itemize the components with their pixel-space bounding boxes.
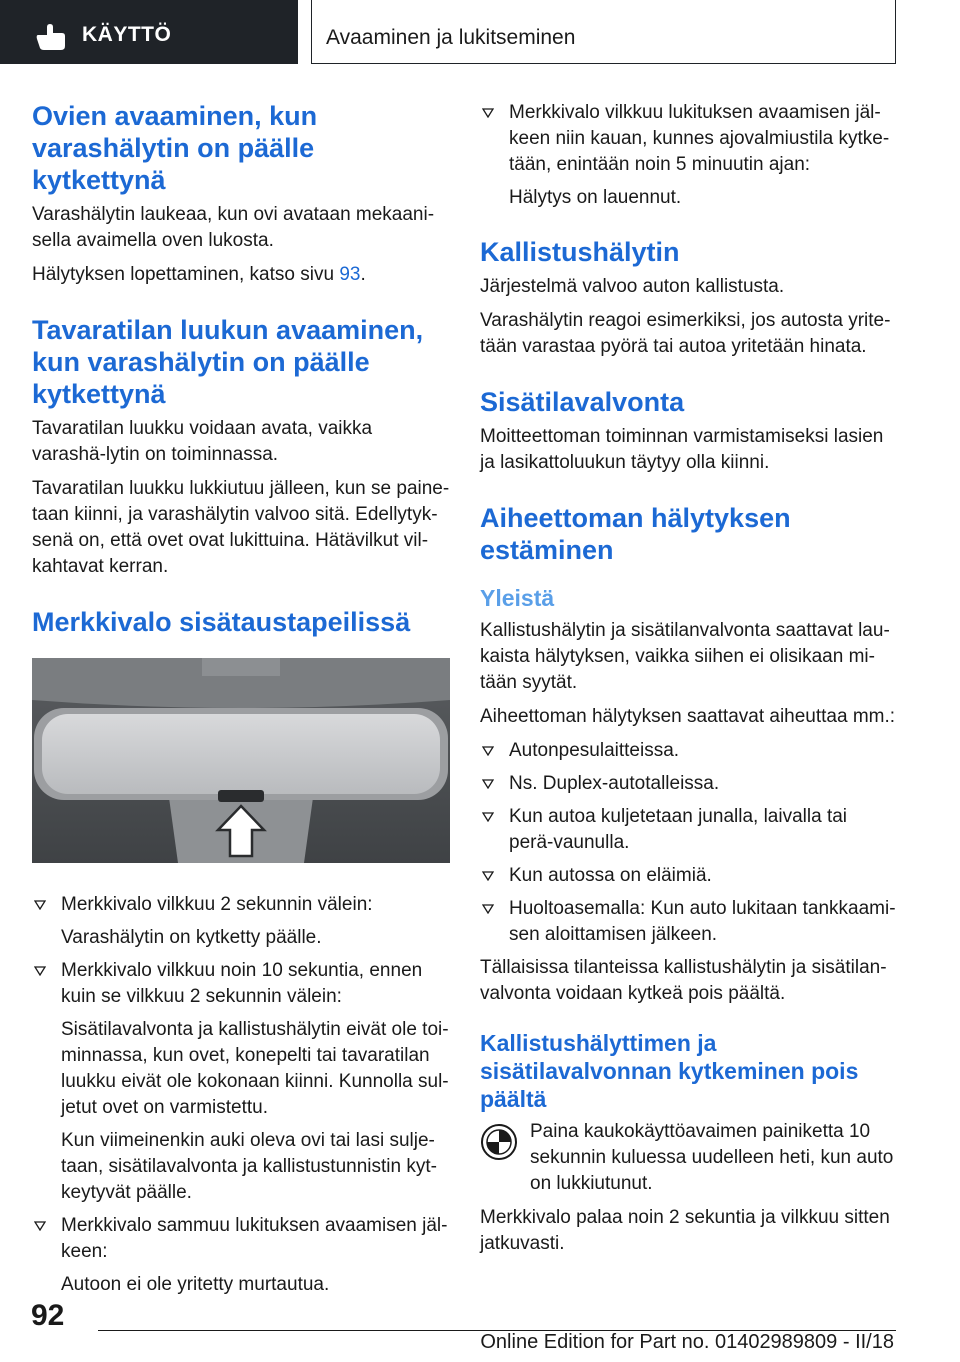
paragraph: Varashälytin reagoi esimerkiksi, jos autosta yrite-tään varastaa pyörä tai autoa yritetään hinata. [480, 310, 891, 357]
list-item [32, 1213, 450, 1265]
triangle-bullet-icon [482, 904, 494, 914]
list-item-sub: Varashälytin on kytketty päälle. [61, 927, 322, 948]
triangle-bullet-icon [482, 871, 494, 881]
list-item-text: Merkkivalo vilkkuu lukituksen avaamisen jäl-keen niin kauan, kunnes ajovalmiustila kytke-tään, enintään noin 5 minuutin ajan: [509, 102, 890, 175]
heading-doors-opening: Ovien avaaminen, kun varashälytin on päälle kytkettynä [32, 101, 318, 195]
key-instruction-text: Paina kaukokäyttöavaimen painiketta 10 sekunnin kuluessa uudelleen heti, kun auto on lukkiutunut. [530, 1121, 894, 1194]
paragraph: Aiheettoman hälytyksen saattavat aiheuttaa mm.: [480, 706, 896, 727]
triangle-bullet-icon [482, 779, 494, 789]
list-item-text: Autonpesulaitteissa. [509, 740, 680, 761]
heading-false-alarm: Aiheettoman hälytyksen estäminen [480, 503, 791, 565]
section-title-box [311, 0, 896, 64]
list-item [480, 896, 896, 948]
page-number: 92 [31, 1299, 65, 1332]
list-item-text: Merkkivalo sammuu lukituksen avaamisen jäl-keen: [61, 1215, 448, 1262]
heading-disable-alarms: Kallistushälyttimen ja sisätilavalvonnan kytkeminen pois päältä [480, 1030, 859, 1112]
heading-interior-monitoring: Sisätilavalvonta [480, 387, 685, 417]
key-instruction [480, 1119, 896, 1197]
paragraph: Varashälytin laukeaa, kun ovi avataan mekaani-sella avaimella oven lukosta. [32, 204, 435, 251]
list-item-sub: Sisätilavalvonta ja kallistushälytin eivät ole toi-minnassa, kun ovet, konepelti tai tavaratilan luukku eivät ole kokonaan kiinni. Kunnolla sul-jetut ovet on varmistettu. [61, 1019, 449, 1118]
triangle-bullet-icon [34, 900, 46, 910]
indicator-list [32, 892, 450, 1298]
footer-edition: Online Edition for Part no. 01402989809 - II/18 [480, 1331, 894, 1353]
triangle-bullet-icon [482, 812, 494, 822]
triangle-bullet-icon [34, 966, 46, 976]
section-title: Avaaminen ja lukitseminen [326, 26, 576, 49]
rearview-mirror-illustration [32, 658, 450, 863]
paragraph: Moitteettoman toiminnan varmistamiseksi lasien ja lasikattoluukun täytyy olla kiinni. [480, 426, 884, 473]
list-item [32, 892, 450, 918]
triangle-bullet-icon [482, 108, 494, 118]
triangle-bullet-icon [34, 1221, 46, 1231]
heading-mirror-indicator: Merkkivalo sisätaustapeilissä [32, 607, 411, 637]
left-column [32, 100, 450, 1305]
list-item-text: Kun autossa on eläimiä. [509, 865, 712, 886]
list-item [480, 863, 896, 889]
hand-pointer-icon [36, 24, 66, 50]
paragraph: Järjestelmä valvoo auton kallistusta. [480, 276, 785, 297]
list-item-text: Merkkivalo vilkkuu noin 10 sekuntia, ennen kuin se vilkkuu 2 sekunnin välein: [61, 960, 423, 1007]
chapter-tab[interactable] [0, 0, 298, 64]
right-column [480, 100, 896, 1265]
paragraph: Merkkivalo palaa noin 2 sekuntia ja vilkkuu sitten jatkuvasti. [480, 1207, 890, 1254]
bmw-key-button-icon [480, 1123, 518, 1161]
paragraph: Tavaratilan luukku lukkiutuu jälleen, kun se paine-taan kiinni, ja varashälytin valvoo sitä. Edellytyk-senä on, että ovet ovat lukittuina. Hätävilkut vil-kahtavat kerran. [32, 478, 450, 577]
list-item-text: Huoltoasemalla: Kun auto lukitaan tankkaami-sen aloittamisen jälkeen. [509, 898, 896, 945]
text: . [360, 264, 366, 285]
list-item [480, 771, 896, 797]
list-item-text: Ns. Duplex-autotalleissa. [509, 773, 720, 794]
paragraph: Tavaratilan luukku voidaan avata, vaikka varashä-lytin on toiminnassa. [32, 418, 373, 465]
paragraph: Tällaisissa tilanteissa kallistushälytin ja sisätilan-valvonta voidaan kytkeä pois päältä. [480, 957, 887, 1004]
list-item [480, 804, 896, 856]
heading-tilt-alarm: Kallistushälytin [480, 237, 680, 267]
text: Hälytyksen lopettaminen, katso sivu [32, 264, 340, 285]
page-link[interactable]: 93 [339, 264, 361, 285]
false-alarm-list [480, 738, 896, 948]
page-header [0, 0, 960, 66]
paragraph: Kallistushälytin ja sisätilanvalvonta saattavat lau-kaista hälytyksen, vaikka siihen ei olisikaan mi-tään syytät. [480, 620, 890, 693]
list-item-sub: Autoon ei ole yritetty murtautua. [61, 1274, 330, 1295]
list-item [32, 958, 450, 1010]
paragraph-with-link [32, 262, 450, 288]
list-item [480, 100, 896, 178]
heading-tailgate-opening: Tavaratilan luukun avaaminen, kun varashälytin on päälle kytkettynä [32, 315, 424, 409]
subheading-general: Yleistä [480, 585, 555, 611]
list-item-text: Merkkivalo vilkkuu 2 sekunnin välein: [61, 894, 373, 915]
chapter-tab-label: KÄYTTÖ [82, 23, 172, 46]
list-item-sub: Kun viimeinenkin auki oleva ovi tai lasi sulje-taan, sisätilavalvonta ja kallistustunnistin kyt-keytyvät päälle. [61, 1130, 437, 1203]
list-item-sub: Hälytys on lauennut. [509, 187, 682, 208]
list-item [480, 738, 896, 764]
triangle-bullet-icon [482, 746, 494, 756]
list-item-text: Kun autoa kuljetetaan junalla, laivalla tai perä-vaunulla. [509, 806, 848, 853]
